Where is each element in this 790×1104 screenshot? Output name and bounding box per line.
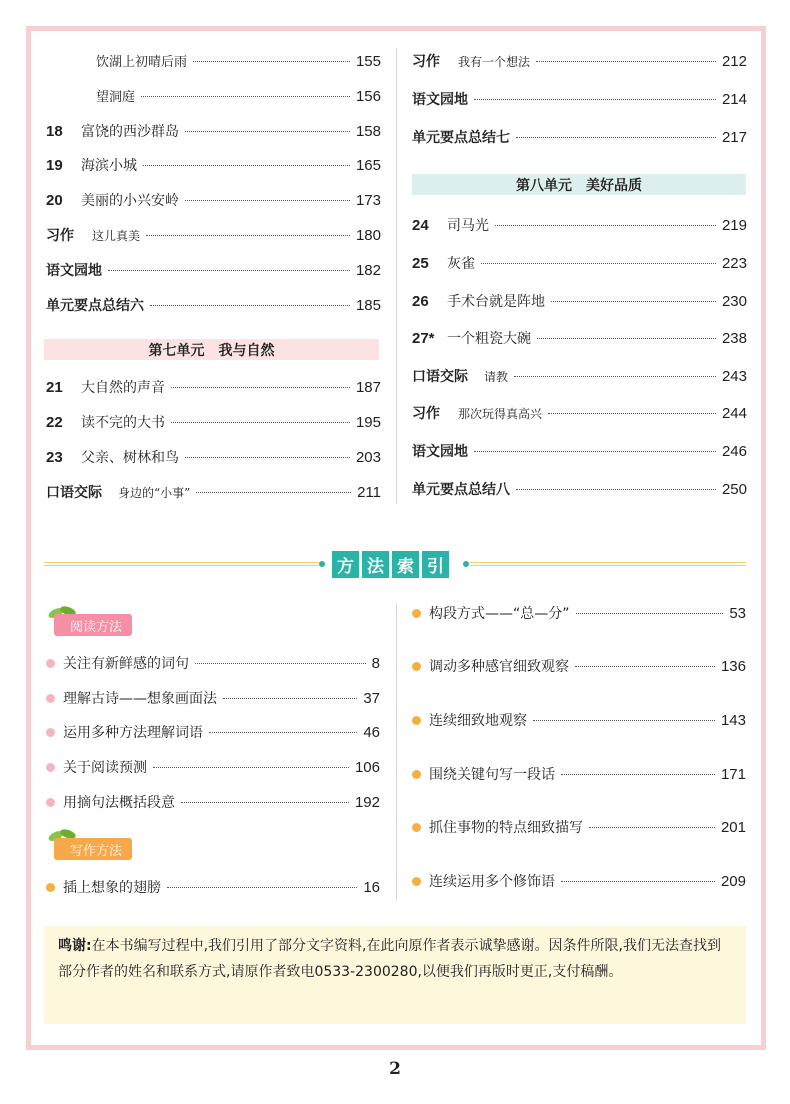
orange-bullet-icon	[46, 883, 55, 892]
entry-title: 那次玩得真高兴	[458, 407, 543, 421]
dot-leader	[561, 774, 715, 775]
entry-kind: 习作	[412, 54, 440, 70]
dot-leader	[576, 613, 724, 614]
dot-leader	[514, 376, 716, 377]
dot-leader	[533, 720, 715, 721]
method-title: 连续细致地观察	[429, 713, 527, 729]
toc-entry[interactable]	[412, 328, 747, 348]
dot-leader	[153, 767, 349, 768]
entry-kind: 单元要点总结七	[412, 130, 510, 146]
method-page: 171	[720, 766, 746, 783]
entry-page: 180	[355, 227, 381, 244]
entry-page: 173	[355, 192, 381, 209]
method-title: 插上想象的翅膀	[63, 880, 161, 896]
entry-page: 185	[355, 297, 381, 314]
method-entry[interactable]	[46, 792, 380, 812]
dot-leader	[150, 305, 350, 306]
entry-title: 饮湖上初晴后雨	[96, 55, 188, 70]
toc-entry[interactable]	[412, 366, 747, 386]
lesson-number: 21	[46, 379, 63, 396]
entry-page: 212	[721, 53, 747, 70]
section-rule-left	[44, 562, 319, 566]
dot-leader	[561, 881, 715, 882]
dot-leader	[185, 131, 350, 132]
title-char: 索	[392, 551, 419, 578]
dot-leader	[195, 663, 366, 664]
entry-page: 244	[721, 405, 747, 422]
entry-page: 155	[355, 53, 381, 70]
dot-leader	[171, 387, 350, 388]
entry-kind: 语文园地	[412, 92, 468, 108]
entry-title: 司马光	[447, 218, 489, 234]
unit7-heading: 第七单元 我与自然	[44, 339, 379, 360]
dot-leader	[575, 666, 715, 667]
dot-leader	[548, 413, 716, 414]
toc-entry[interactable]	[412, 403, 747, 423]
entry-title: 身边的“小事”	[118, 486, 191, 500]
method-entry[interactable]	[412, 764, 746, 784]
dot-leader	[516, 489, 716, 490]
method-entry[interactable]	[46, 653, 380, 673]
entry-page: 211	[357, 484, 381, 501]
dot-leader	[209, 732, 357, 733]
lesson-number: 25	[412, 255, 429, 272]
pink-bullet-icon	[46, 659, 55, 668]
entry-kind: 口语交际	[46, 485, 102, 501]
pink-bullet-icon	[46, 694, 55, 703]
entry-kind: 习作	[46, 228, 74, 244]
dot-leader	[143, 165, 350, 166]
entry-title: 大自然的声音	[81, 380, 165, 396]
entry-page: 246	[721, 443, 747, 460]
toc-entry[interactable]	[412, 253, 747, 273]
lesson-number: 26	[412, 293, 429, 310]
dot-leader	[516, 137, 716, 138]
toc-entry[interactable]	[412, 479, 747, 499]
method-entry[interactable]	[412, 656, 746, 676]
method-entry[interactable]	[46, 688, 380, 708]
method-page: 16	[363, 879, 380, 896]
toc-entry[interactable]	[46, 121, 381, 141]
section-dot-left	[319, 561, 325, 567]
entry-page: 219	[721, 217, 747, 234]
toc-entry[interactable]	[46, 482, 381, 502]
method-title: 连续运用多个修饰语	[429, 874, 555, 890]
column-divider	[396, 603, 397, 901]
entry-page: 158	[355, 123, 381, 140]
method-title: 构段方式——“总—分”	[429, 606, 570, 622]
lesson-number: 24	[412, 217, 429, 234]
lesson-number: 27*	[412, 330, 435, 347]
method-title: 抓住事物的特点细致描写	[429, 820, 583, 836]
entry-page: 165	[355, 157, 381, 174]
entry-page: 182	[355, 262, 381, 279]
dot-leader	[481, 263, 716, 264]
lesson-number: 20	[46, 192, 63, 209]
orange-bullet-icon	[412, 662, 421, 671]
dot-leader	[474, 451, 716, 452]
method-title: 运用多种方法理解词语	[63, 725, 203, 741]
dot-leader	[167, 887, 357, 888]
entry-page: 238	[721, 330, 747, 347]
note-text: 在本书编写过程中,我们引用了部分文字资料,在此向原作者表示诚挚感谢。因条件所限,我们无法查找到部分作者的姓名和联系方式,请原作者致电0533-2300280,以便我们再版时更正,支付稿酬。	[58, 938, 721, 980]
dot-leader	[185, 200, 350, 201]
method-index-title	[332, 551, 449, 578]
toc-entry[interactable]	[412, 291, 747, 311]
entry-title: 海滨小城	[81, 158, 137, 174]
dot-leader	[141, 96, 350, 97]
dot-leader	[196, 492, 351, 493]
toc-entry[interactable]	[46, 377, 381, 397]
dot-leader	[536, 61, 716, 62]
method-title: 理解古诗——想象画面法	[63, 691, 217, 707]
unit8-heading: 第八单元 美好品质	[412, 174, 746, 195]
toc-entry[interactable]	[96, 86, 381, 106]
writing-methods-tag: 写作方法	[54, 838, 132, 860]
entry-title: 美丽的小兴安岭	[81, 193, 179, 209]
acknowledgement-note	[44, 926, 746, 1024]
title-char: 引	[422, 551, 449, 578]
dot-leader	[171, 422, 350, 423]
lesson-number: 22	[46, 414, 63, 431]
reading-methods-tag: 阅读方法	[54, 614, 132, 636]
dot-leader	[146, 235, 350, 236]
toc-entry[interactable]	[46, 225, 381, 245]
orange-bullet-icon	[412, 770, 421, 779]
dot-leader	[537, 338, 716, 339]
toc-entry[interactable]	[412, 51, 747, 71]
method-entry[interactable]	[412, 710, 746, 730]
entry-title: 望洞庭	[96, 90, 136, 105]
method-title: 用摘句法概括段意	[63, 795, 175, 811]
entry-title: 手术台就是阵地	[447, 294, 545, 310]
method-entry[interactable]	[412, 871, 746, 891]
entry-page: 203	[355, 449, 381, 466]
dot-leader	[551, 301, 716, 302]
method-entry[interactable]	[412, 603, 746, 623]
toc-entry[interactable]	[412, 127, 747, 147]
entry-title: 灰雀	[447, 256, 475, 272]
toc-entry[interactable]	[46, 295, 381, 315]
entry-title: 这儿真美	[92, 229, 141, 243]
lesson-number: 23	[46, 449, 63, 466]
entry-page: 223	[721, 255, 747, 272]
method-title: 调动多种感官细致观察	[429, 659, 569, 675]
method-page: 46	[363, 724, 380, 741]
title-char: 法	[362, 551, 389, 578]
entry-kind: 单元要点总结六	[46, 298, 144, 314]
method-entry[interactable]	[46, 722, 380, 742]
toc-entry[interactable]	[46, 155, 381, 175]
dot-leader	[223, 698, 357, 699]
lesson-number: 18	[46, 123, 63, 140]
column-divider	[396, 48, 397, 504]
pink-bullet-icon	[46, 763, 55, 772]
pink-bullet-icon	[46, 798, 55, 807]
toc-entry[interactable]	[46, 190, 381, 210]
toc-entry[interactable]	[412, 441, 747, 461]
section-dot-right	[463, 561, 469, 567]
entry-title: 富饶的西沙群岛	[81, 124, 179, 140]
dot-leader	[589, 827, 715, 828]
dot-leader	[193, 61, 350, 62]
method-title: 关于阅读预测	[63, 760, 147, 776]
entry-page: 187	[355, 379, 381, 396]
method-page: 53	[729, 605, 746, 622]
method-title: 关注有新鲜感的词句	[63, 656, 189, 672]
toc-entry[interactable]	[96, 51, 381, 71]
method-page: 209	[720, 873, 746, 890]
entry-kind: 语文园地	[412, 444, 468, 460]
orange-bullet-icon	[412, 716, 421, 725]
entry-kind: 语文园地	[46, 263, 102, 279]
method-page: 106	[354, 759, 380, 776]
toc-entry[interactable]	[412, 89, 747, 109]
pink-bullet-icon	[46, 728, 55, 737]
toc-entry[interactable]	[412, 215, 747, 235]
method-page: 143	[720, 712, 746, 729]
entry-title: 我有一个想法	[458, 55, 531, 69]
entry-kind: 口语交际	[412, 369, 468, 385]
method-entry[interactable]	[46, 877, 380, 897]
entry-page: 156	[355, 88, 381, 105]
orange-bullet-icon	[412, 609, 421, 618]
entry-page: 243	[721, 368, 747, 385]
section-rule-right	[470, 562, 746, 566]
method-page: 8	[371, 655, 380, 672]
dot-leader	[181, 802, 349, 803]
entry-kind: 单元要点总结八	[412, 482, 510, 498]
entry-page: 217	[721, 129, 747, 146]
note-label: 鸣谢:	[58, 938, 92, 954]
method-title: 围绕关键句写一段话	[429, 767, 555, 783]
entry-kind: 习作	[412, 406, 440, 422]
entry-page: 230	[721, 293, 747, 310]
orange-bullet-icon	[412, 877, 421, 886]
lesson-number: 19	[46, 157, 63, 174]
method-page: 192	[354, 794, 380, 811]
method-entry[interactable]	[412, 817, 746, 837]
entry-title: 请教	[484, 370, 509, 384]
entry-title: 一个粗瓷大碗	[447, 331, 531, 347]
orange-bullet-icon	[412, 823, 421, 832]
entry-title: 父亲、树林和鸟	[81, 450, 179, 466]
method-page: 37	[363, 690, 380, 707]
method-page: 136	[720, 658, 746, 675]
dot-leader	[474, 99, 716, 100]
toc-entry[interactable]	[46, 447, 381, 467]
title-char: 方	[332, 551, 359, 578]
dot-leader	[495, 225, 716, 226]
page-number: 2	[389, 1059, 401, 1079]
entry-page: 250	[721, 481, 747, 498]
toc-entry[interactable]	[46, 260, 381, 280]
method-entry[interactable]	[46, 757, 380, 777]
entry-title: 读不完的大书	[81, 415, 165, 431]
dot-leader	[185, 457, 350, 458]
entry-page: 214	[721, 91, 747, 108]
dot-leader	[108, 270, 350, 271]
toc-entry[interactable]	[46, 412, 381, 432]
method-page: 201	[720, 819, 746, 836]
entry-page: 195	[355, 414, 381, 431]
